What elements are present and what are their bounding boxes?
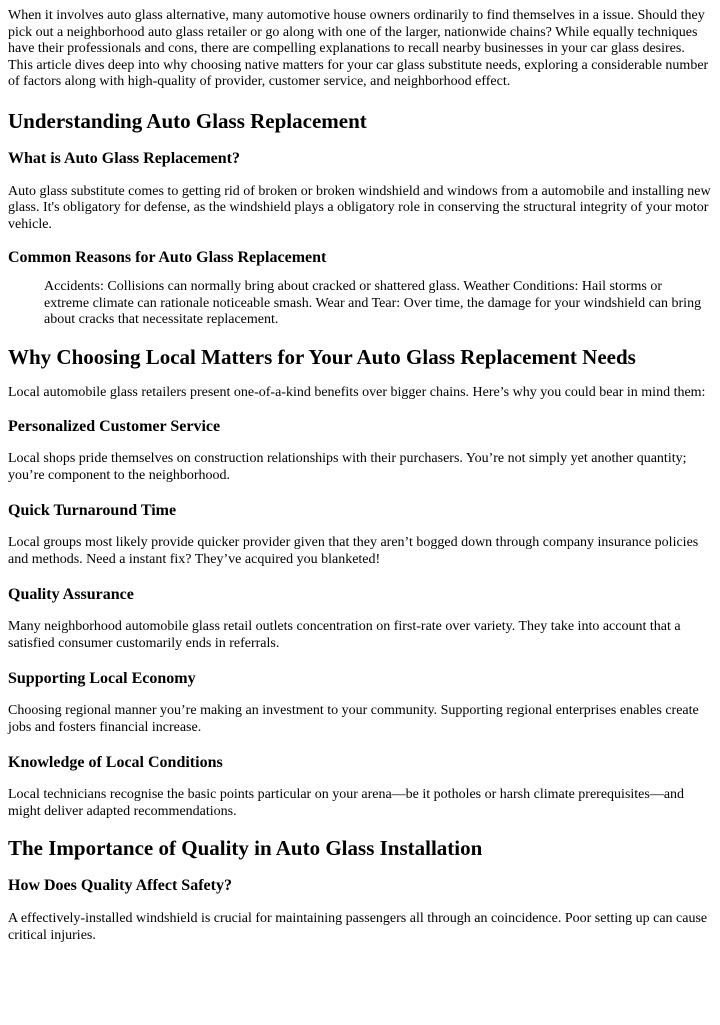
paragraph-quality-safety: A effectively-installed windshield is crucial for maintaining passengers all through an coincidence. Poor setting up can cause critical injuries. [8,911,708,943]
paragraph-personalized-service: Local shops pride themselves on construction relationships with their purchasers. You’re not simply yet another quantity; you’re component to the neighborhood. [8,451,687,483]
subheading-local-conditions: Knowledge of Local Conditions [8,754,223,771]
subheading-quick-turnaround: Quick Turnaround Time [8,502,177,519]
section-heading-understanding: Understanding Auto Glass Replacement [8,108,367,133]
subheading-personalized-service: Personalized Customer Service [8,418,221,435]
subheading-quality-safety: How Does Quality Affect Safety? [8,877,232,894]
article [0,8,720,944]
subheading-quality-assurance: Quality Assurance [8,586,134,603]
paragraph-local-economy: Choosing regional manner you’re making an investment to your community. Supporting regional enterprises enables create jobs and fosters financial increase. [8,703,699,735]
section-heading-importance-quality: The Importance of Quality in Auto Glass Installation [8,836,483,860]
paragraph-why-local: Local automobile glass retailers present one-of-a-kind benefits over bigger chains. Here’s why you could bear in mind them: [8,384,706,400]
subheading-common-reasons: Common Reasons for Auto Glass Replacement [8,249,327,266]
intro-paragraph: When it involves auto glass alternative, many automotive house owners ordinarily to find themselves in a issue. Should they pick out a neighborhood auto glass retailer or go along with one of the larger, nationwide chains? While equally techniques have their professionals and cons, there are compelling explanations to recall nearby businesses in your car glass desires. This article dives deep into why choosing native matters for your car glass substitute needs, exploring a considerable number of factors along with high-quality of provider, customer service, and neighborhood effect. [8,8,709,89]
paragraph-quick-turnaround: Local groups most likely provide quicker provider given that they aren’t bogged down through company insurance policies and methods. Need a instant fix? They’ve acquired you blanketed! [8,535,699,567]
subheading-what-is: What is Auto Glass Replacement? [8,149,240,167]
subheading-local-economy: Supporting Local Economy [8,670,196,687]
paragraph-local-conditions: Local technicians recognise the basic points particular on your arena—be it potholes or harsh climate prerequisites—and might deliver adapted recommendations. [8,787,685,819]
paragraph-what-is: Auto glass substitute comes to getting rid of broken or broken windshield and windows from a automobile and installing new glass. It's obligatory for defense, as the windshield plays a obligatory role in conserving the structural integrity of your motor vehicle. [8,183,711,232]
paragraph-quality-assurance: Many neighborhood automobile glass retail outlets concentration on first-rate over variety. They take into account that a satisfied consumer customarily ends in referrals. [8,619,681,651]
reasons-text: Accidents: Collisions can normally bring about cracked or shattered glass. Weather Conditions: Hail storms or extreme climate can rationale noticeable smash. Wear and Tear: Over time, the damage for your windshield can bring about cracks that necessitate replacement. [44,279,702,327]
section-heading-why-local: Why Choosing Local Matters for Your Auto Glass Replacement Needs [8,344,636,369]
reasons-blockquote [8,279,712,329]
